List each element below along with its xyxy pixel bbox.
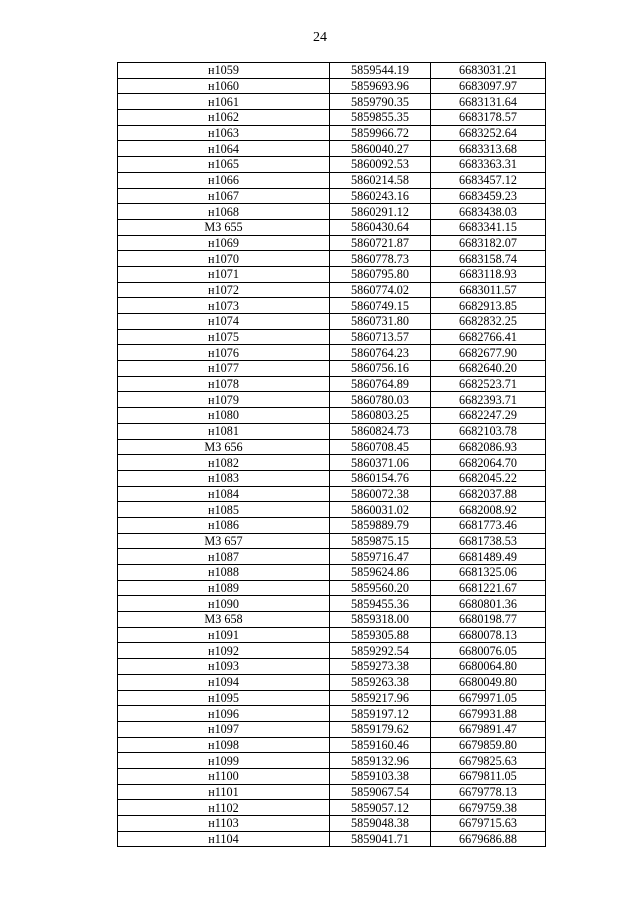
table-row: [118, 125, 546, 141]
point-name-cell: н1078: [118, 376, 330, 392]
x-coordinate-cell: 5860795.80: [330, 266, 431, 282]
y-coordinate-cell: 6680064.80: [431, 659, 546, 675]
point-name-cell: н1068: [118, 204, 330, 220]
x-coordinate-cell: 5860371.06: [330, 455, 431, 471]
point-name-cell: н1082: [118, 455, 330, 471]
y-coordinate-cell: 6681325.06: [431, 565, 546, 581]
table-row: [118, 565, 546, 581]
table-row: [118, 345, 546, 361]
point-name-cell: н1062: [118, 110, 330, 126]
table-row: [118, 376, 546, 392]
table-row: [118, 172, 546, 188]
table-row: [118, 706, 546, 722]
x-coordinate-cell: 5860803.25: [330, 408, 431, 424]
y-coordinate-cell: 6682045.22: [431, 470, 546, 486]
y-coordinate-cell: 6682832.25: [431, 314, 546, 330]
x-coordinate-cell: 5859624.86: [330, 565, 431, 581]
x-coordinate-cell: 5859889.79: [330, 517, 431, 533]
table-row: [118, 157, 546, 173]
point-name-cell: н1063: [118, 125, 330, 141]
table-row: [118, 188, 546, 204]
point-name-cell: н1067: [118, 188, 330, 204]
table-row: [118, 816, 546, 832]
table-row: [118, 800, 546, 816]
coordinates-table-body: [118, 63, 546, 847]
y-coordinate-cell: 6679859.80: [431, 737, 546, 753]
y-coordinate-cell: 6683457.12: [431, 172, 546, 188]
x-coordinate-cell: 5860031.02: [330, 502, 431, 518]
x-coordinate-cell: 5859544.19: [330, 63, 431, 79]
point-name-cell: н1070: [118, 251, 330, 267]
y-coordinate-cell: 6682086.93: [431, 439, 546, 455]
x-coordinate-cell: 5859966.72: [330, 125, 431, 141]
table-row: [118, 627, 546, 643]
x-coordinate-cell: 5859217.96: [330, 690, 431, 706]
x-coordinate-cell: 5859132.96: [330, 753, 431, 769]
x-coordinate-cell: 5860721.87: [330, 235, 431, 251]
point-name-cell: н1094: [118, 674, 330, 690]
point-name-cell: н1088: [118, 565, 330, 581]
table-row: [118, 502, 546, 518]
table-row: [118, 768, 546, 784]
y-coordinate-cell: 6682247.29: [431, 408, 546, 424]
table-row: [118, 314, 546, 330]
x-coordinate-cell: 5859041.71: [330, 831, 431, 847]
y-coordinate-cell: 6682064.70: [431, 455, 546, 471]
point-name-cell: н1091: [118, 627, 330, 643]
table-row: [118, 549, 546, 565]
x-coordinate-cell: 5860154.76: [330, 470, 431, 486]
table-row: [118, 596, 546, 612]
y-coordinate-cell: 6679778.13: [431, 784, 546, 800]
point-name-cell: н1069: [118, 235, 330, 251]
point-name-cell: н1072: [118, 282, 330, 298]
table-row: [118, 235, 546, 251]
table-row: [118, 533, 546, 549]
table-row: [118, 455, 546, 471]
point-name-cell: н1097: [118, 721, 330, 737]
y-coordinate-cell: 6683118.93: [431, 266, 546, 282]
table-row: [118, 251, 546, 267]
x-coordinate-cell: 5859067.54: [330, 784, 431, 800]
x-coordinate-cell: 5860072.38: [330, 486, 431, 502]
y-coordinate-cell: 6680198.77: [431, 612, 546, 628]
point-name-cell: н1059: [118, 63, 330, 79]
y-coordinate-cell: 6683178.57: [431, 110, 546, 126]
point-name-cell: н1103: [118, 816, 330, 832]
y-coordinate-cell: 6680801.36: [431, 596, 546, 612]
x-coordinate-cell: 5860092.53: [330, 157, 431, 173]
point-name-cell: н1066: [118, 172, 330, 188]
point-name-cell: н1090: [118, 596, 330, 612]
y-coordinate-cell: 6682523.71: [431, 376, 546, 392]
y-coordinate-cell: 6681489.49: [431, 549, 546, 565]
x-coordinate-cell: 5860291.12: [330, 204, 431, 220]
x-coordinate-cell: 5859048.38: [330, 816, 431, 832]
x-coordinate-cell: 5859318.00: [330, 612, 431, 628]
point-name-cell: н1099: [118, 753, 330, 769]
table-row: [118, 737, 546, 753]
table-row: [118, 94, 546, 110]
x-coordinate-cell: 5859292.54: [330, 643, 431, 659]
x-coordinate-cell: 5859263.38: [330, 674, 431, 690]
table-row: [118, 392, 546, 408]
x-coordinate-cell: 5859855.35: [330, 110, 431, 126]
y-coordinate-cell: 6683459.23: [431, 188, 546, 204]
y-coordinate-cell: 6683341.15: [431, 219, 546, 235]
x-coordinate-cell: 5860764.89: [330, 376, 431, 392]
point-name-cell: н1061: [118, 94, 330, 110]
x-coordinate-cell: 5860040.27: [330, 141, 431, 157]
x-coordinate-cell: 5859197.12: [330, 706, 431, 722]
table-row: [118, 674, 546, 690]
table-row: [118, 470, 546, 486]
x-coordinate-cell: 5860774.02: [330, 282, 431, 298]
point-name-cell: МЗ 655: [118, 219, 330, 235]
y-coordinate-cell: 6682640.20: [431, 361, 546, 377]
table-row: [118, 78, 546, 94]
table-row: [118, 204, 546, 220]
y-coordinate-cell: 6680076.05: [431, 643, 546, 659]
table-row: [118, 580, 546, 596]
table-row: [118, 219, 546, 235]
x-coordinate-cell: 5860778.73: [330, 251, 431, 267]
table-row: [118, 423, 546, 439]
page-number: 24: [313, 30, 327, 45]
y-coordinate-cell: 6679686.88: [431, 831, 546, 847]
point-name-cell: МЗ 658: [118, 612, 330, 628]
y-coordinate-cell: 6683438.03: [431, 204, 546, 220]
table-row: [118, 408, 546, 424]
table-row: [118, 643, 546, 659]
y-coordinate-cell: 6679759.38: [431, 800, 546, 816]
table-row: [118, 110, 546, 126]
y-coordinate-cell: 6683031.21: [431, 63, 546, 79]
x-coordinate-cell: 5859179.62: [330, 721, 431, 737]
x-coordinate-cell: 5860430.64: [330, 219, 431, 235]
point-name-cell: н1074: [118, 314, 330, 330]
point-name-cell: н1100: [118, 768, 330, 784]
table-row: [118, 517, 546, 533]
y-coordinate-cell: 6683097.97: [431, 78, 546, 94]
y-coordinate-cell: 6683313.68: [431, 141, 546, 157]
point-name-cell: н1104: [118, 831, 330, 847]
y-coordinate-cell: 6683252.64: [431, 125, 546, 141]
x-coordinate-cell: 5860764.23: [330, 345, 431, 361]
table-row: [118, 753, 546, 769]
y-coordinate-cell: 6680078.13: [431, 627, 546, 643]
point-name-cell: н1085: [118, 502, 330, 518]
y-coordinate-cell: 6682008.92: [431, 502, 546, 518]
y-coordinate-cell: 6679811.05: [431, 768, 546, 784]
point-name-cell: н1086: [118, 517, 330, 533]
x-coordinate-cell: 5860708.45: [330, 439, 431, 455]
x-coordinate-cell: 5860749.15: [330, 298, 431, 314]
y-coordinate-cell: 6683363.31: [431, 157, 546, 173]
point-name-cell: н1083: [118, 470, 330, 486]
y-coordinate-cell: 6682103.78: [431, 423, 546, 439]
table-row: [118, 612, 546, 628]
point-name-cell: н1075: [118, 329, 330, 345]
point-name-cell: н1076: [118, 345, 330, 361]
table-row: [118, 486, 546, 502]
table-row: [118, 329, 546, 345]
point-name-cell: н1095: [118, 690, 330, 706]
coordinates-table: [117, 62, 546, 847]
point-name-cell: н1102: [118, 800, 330, 816]
point-name-cell: н1077: [118, 361, 330, 377]
x-coordinate-cell: 5859305.88: [330, 627, 431, 643]
table-row: [118, 831, 546, 847]
x-coordinate-cell: 5860756.16: [330, 361, 431, 377]
point-name-cell: н1098: [118, 737, 330, 753]
y-coordinate-cell: 6682677.90: [431, 345, 546, 361]
table-row: [118, 282, 546, 298]
y-coordinate-cell: 6682766.41: [431, 329, 546, 345]
y-coordinate-cell: 6679825.63: [431, 753, 546, 769]
y-coordinate-cell: 6682913.85: [431, 298, 546, 314]
x-coordinate-cell: 5859716.47: [330, 549, 431, 565]
y-coordinate-cell: 6679715.63: [431, 816, 546, 832]
table-row: [118, 659, 546, 675]
table-row: [118, 690, 546, 706]
point-name-cell: н1096: [118, 706, 330, 722]
y-coordinate-cell: 6679931.88: [431, 706, 546, 722]
table-row: [118, 141, 546, 157]
table-row: [118, 784, 546, 800]
x-coordinate-cell: 5860824.73: [330, 423, 431, 439]
point-name-cell: н1064: [118, 141, 330, 157]
point-name-cell: н1080: [118, 408, 330, 424]
table-row: [118, 439, 546, 455]
point-name-cell: н1101: [118, 784, 330, 800]
table-row: [118, 298, 546, 314]
point-name-cell: н1071: [118, 266, 330, 282]
y-coordinate-cell: 6681221.67: [431, 580, 546, 596]
x-coordinate-cell: 5859693.96: [330, 78, 431, 94]
table-row: [118, 266, 546, 282]
point-name-cell: н1093: [118, 659, 330, 675]
y-coordinate-cell: 6680049.80: [431, 674, 546, 690]
y-coordinate-cell: 6681738.53: [431, 533, 546, 549]
x-coordinate-cell: 5859103.38: [330, 768, 431, 784]
point-name-cell: н1092: [118, 643, 330, 659]
y-coordinate-cell: 6679891.47: [431, 721, 546, 737]
x-coordinate-cell: 5859273.38: [330, 659, 431, 675]
point-name-cell: МЗ 657: [118, 533, 330, 549]
point-name-cell: н1084: [118, 486, 330, 502]
x-coordinate-cell: 5860243.16: [330, 188, 431, 204]
point-name-cell: н1073: [118, 298, 330, 314]
x-coordinate-cell: 5860731.80: [330, 314, 431, 330]
point-name-cell: МЗ 656: [118, 439, 330, 455]
y-coordinate-cell: 6679971.05: [431, 690, 546, 706]
y-coordinate-cell: 6681773.46: [431, 517, 546, 533]
y-coordinate-cell: 6682393.71: [431, 392, 546, 408]
table-row: [118, 721, 546, 737]
table-row: [118, 63, 546, 79]
point-name-cell: н1089: [118, 580, 330, 596]
x-coordinate-cell: 5859790.35: [330, 94, 431, 110]
x-coordinate-cell: 5860214.58: [330, 172, 431, 188]
x-coordinate-cell: 5859875.15: [330, 533, 431, 549]
point-name-cell: н1065: [118, 157, 330, 173]
table-row: [118, 361, 546, 377]
y-coordinate-cell: 6683131.64: [431, 94, 546, 110]
y-coordinate-cell: 6683011.57: [431, 282, 546, 298]
y-coordinate-cell: 6683158.74: [431, 251, 546, 267]
x-coordinate-cell: 5860713.57: [330, 329, 431, 345]
y-coordinate-cell: 6683182.07: [431, 235, 546, 251]
x-coordinate-cell: 5860780.03: [330, 392, 431, 408]
point-name-cell: н1087: [118, 549, 330, 565]
x-coordinate-cell: 5859160.46: [330, 737, 431, 753]
point-name-cell: н1060: [118, 78, 330, 94]
x-coordinate-cell: 5859057.12: [330, 800, 431, 816]
point-name-cell: н1079: [118, 392, 330, 408]
y-coordinate-cell: 6682037.88: [431, 486, 546, 502]
x-coordinate-cell: 5859560.20: [330, 580, 431, 596]
x-coordinate-cell: 5859455.36: [330, 596, 431, 612]
point-name-cell: н1081: [118, 423, 330, 439]
